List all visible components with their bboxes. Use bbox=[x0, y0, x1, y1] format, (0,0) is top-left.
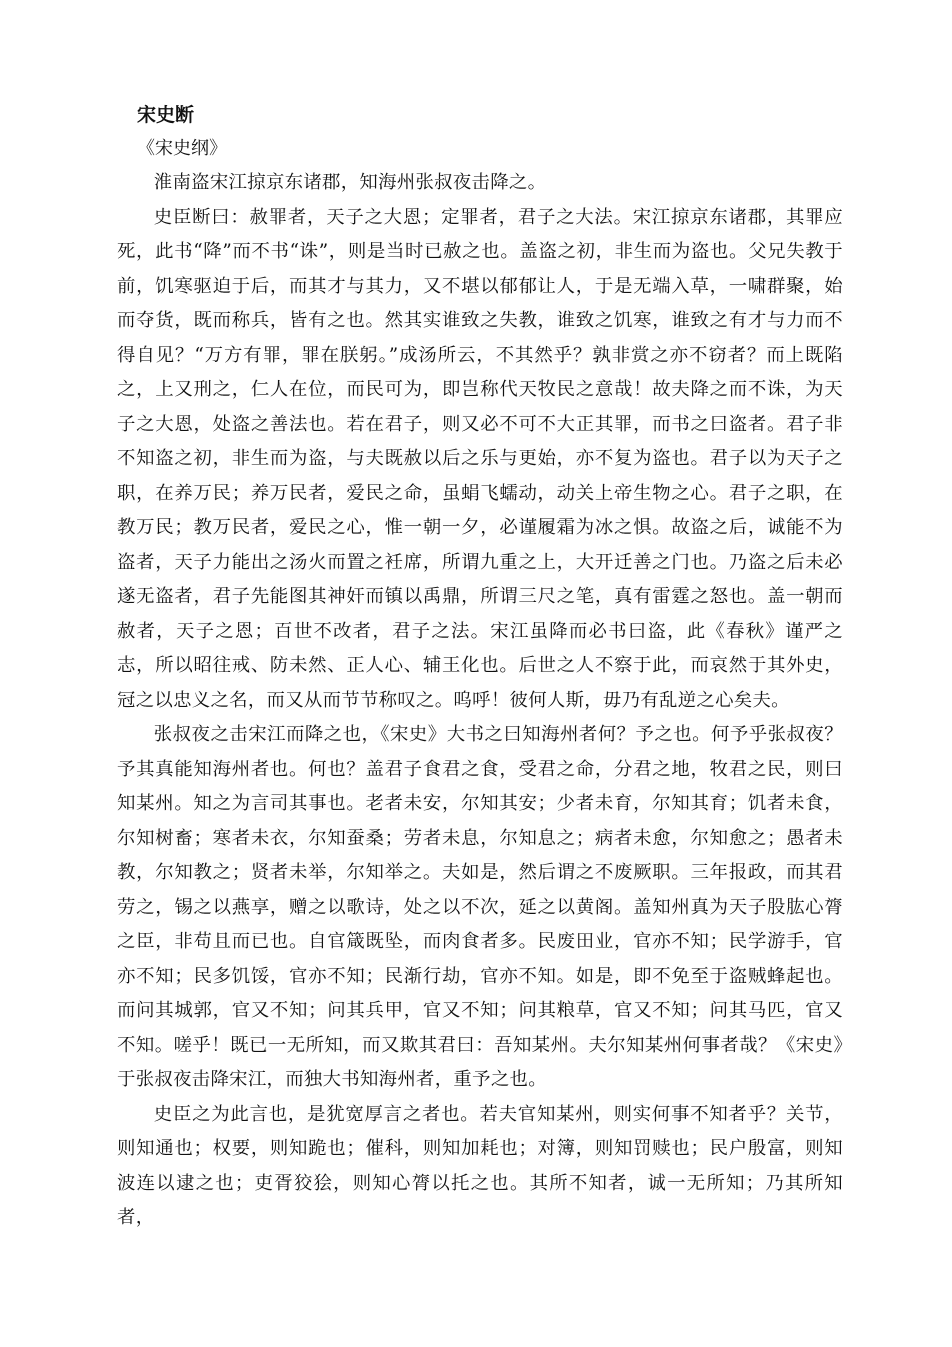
paragraph-commentary: 史臣之为此言也，是犹宽厚言之者也。若夫官知某州，则实何事不知者乎？关节，则知通也；权要，则知跪也；催科，则知加耗也；对簿，则知罚赎也；民户殷富，则知波连以逮之也；吏胥狡狯，则知心膂以托之也。其所不知者，诚一无所知；乃其所知者， bbox=[117, 1103, 843, 1228]
document-body bbox=[117, 98, 843, 1236]
paragraph-historian-judgment: 史臣断曰：赦罪者，天子之大恩；定罪者，君子之大法。宋江掠京东诸郡，其罪应死，此书“降”而不书“诛”，则是当时已赦之也。盖盗之初，非生而为盗也。父兄失教于前，饥寒驱迫于后，而其才与其力，又不堪以郁郁让人，于是无端入草，一啸群聚，始而夺货，既而称兵，皆有之也。然其实谁致之失教，谁致之饥寒，谁致之有才与力而不得自见？“万方有罪，罪在朕躬。”成汤所云，不其然乎？孰非赏之亦不窃者？而上既陷之，上又刑之，仁人在位，而民可为，即岂称代天牧民之意哉！故夫降之而不诛，为天子之大恩，处盗之善法也。若在君子，则又必不可不大正其罪，而书之曰盗者。君子非不知盗之初，非生而为盗，与夫既赦以后之乐与更始，亦不复为盗也。君子以为天子之职，在养万民；养万民者，爱民之命，虽蜎飞蠕动，动关上帝生物之心。君子之职，在教万民；教万民者，爱民之心，惟一朝一夕，必谨履霜为冰之惧。故盗之后，诚能不为盗者，天子力能出之汤火而置之衽席，所谓九重之上，大开迁善之门也。乃盗之后未必遂无盗者，君子先能图其神奸而镇以禹鼎，所谓三尺之笔，真有雷霆之怒也。盖一朝而赦者，天子之恩；百世不改者，君子之法。宋江虽降而必书曰盗，此《春秋》谨严之志，所以昭往戒、防未然、正人心、辅王化也。后世之人不察于此，而哀然于其外史，冠之以忠义之名，而又从而节节称叹之。呜呼！彼何人斯，毋乃有乱逆之心矣夫。 bbox=[117, 206, 843, 711]
paragraph-headline: 淮南盗宋江掠京东诸郡，知海州张叔夜击降之。 bbox=[153, 172, 547, 193]
document-title: 宋史断 bbox=[137, 104, 195, 126]
source-title: 《宋史纲》 bbox=[137, 138, 227, 159]
paragraph-zhang-shuye: 张叔夜之击宋江而降之也，《宋史》大书之曰知海州者何？予之也。何予乎张叔夜？予其真能知海州者也。何也？盖君子食君之食，受君之命，分君之地，牧君之民，则曰知某州。知之为言司其事也。老者未安，尔知其安；少者未育，尔知其育；饥者未食，尔知树畜；寒者未衣，尔知蚕桑；劳者未息，尔知息之；病者未愈，尔知愈之；愚者未教，尔知教之；贤者未举，尔知举之。夫如是，然后谓之不废厥职。三年报政，而其君劳之，锡之以燕享，赠之以歌诗，处之以不次，延之以黄阁。盖知州真为天子股肱心膂之臣，非苟且而已也。自官箴既坠，而肉食者多。民废田业，官亦不知；民学游手，官亦不知；民多饥馁，官亦不知；民渐行劫，官亦不知。如是，即不免至于盗贼蜂起也。而问其城郭，官又不知；问其兵甲，官又不知；问其粮草，官又不知；问其马匹，官又不知。嗟乎！既已一无所知，而又欺其君曰：吾知某州。夫尔知某州何事者哉？《宋史》于张叔夜击降宋江，而独大书知海州者，重予之也。 bbox=[117, 724, 843, 1090]
